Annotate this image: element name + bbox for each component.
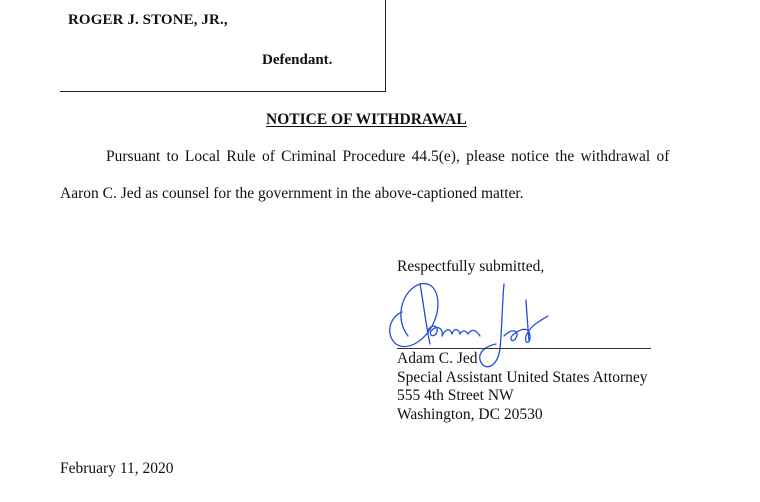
defendant-role: Defendant.: [262, 52, 333, 68]
signer-city: Washington, DC 20530: [397, 405, 543, 423]
signer-name: Adam C. Jed: [397, 350, 478, 367]
signature-block: [397, 350, 648, 424]
signer-street: 555 4th Street NW: [397, 387, 514, 404]
signer-title: Special Assistant United States Attorney: [397, 368, 648, 386]
defendant-name: ROGER J. STONE, JR.,: [68, 12, 228, 28]
caption-bottom-rule: [60, 91, 386, 92]
notice-title: NOTICE OF WITHDRAWAL: [266, 111, 467, 128]
notice-body-line-1: Pursuant to Local Rule of Criminal Procedure 44.5(e), please notice the withdrawal of: [106, 148, 670, 165]
signature-rule: [397, 348, 651, 349]
closing: Respectfully submitted,: [397, 258, 545, 275]
notice-body-line-2: Aaron C. Jed as counsel for the government in the above-captioned matter.: [60, 185, 524, 202]
filing-date: February 11, 2020: [60, 460, 174, 477]
caption-right-rule: [385, 0, 386, 92]
